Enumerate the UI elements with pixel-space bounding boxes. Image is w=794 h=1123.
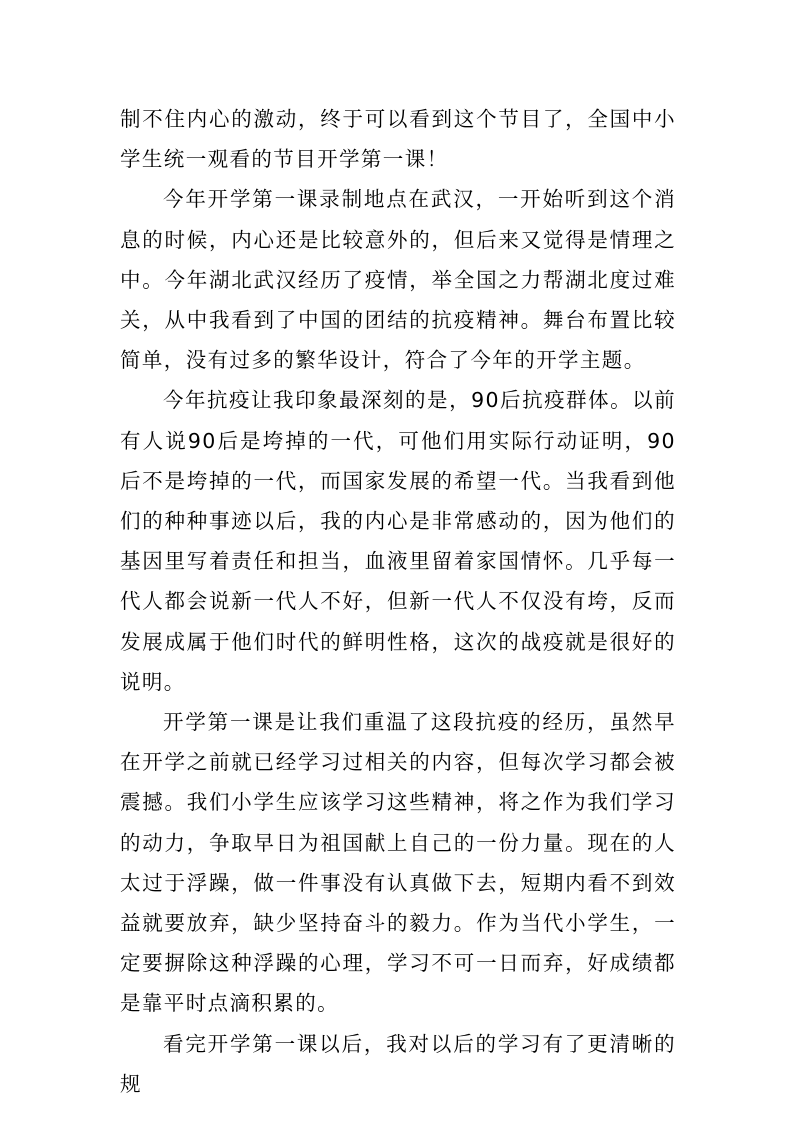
paragraph-continuation: 制不住内心的激动，终于可以看到这个节目了，全国中小学生统一观看的节目开学第一课！ bbox=[120, 107, 676, 172]
paragraph-lessons-learned: 开学第一课是让我们重温了这段抗疫的经历，虽然早在开学之前就已经学习过相关的内容，但每次学习都会被震撼。我们小学生应该学习这些精神，将之作为我们学习的动力，争取早日为祖国献上自己的一份力量。现在的人太过于浮躁，做一件事没有认真做下去，短期内看不到效益就要放弃，缺少坚持奋斗的毅力。作为当代小学生，一定要摒除这种浮躁的心理，学习不可一日而弃，好成绩都是靠平时点滴积累的。 bbox=[120, 710, 676, 1016]
paragraph-recording-location: 今年开学第一课录制地点在武汉，一开始听到这个消息的时候，内心还是比较意外的，但后来又觉得是情理之中。今年湖北武汉经历了疫情，举全国之力帮湖北度过难关，从中我看到了中国的团结的抗疫精神。舞台布置比较简单，没有过多的繁华设计，符合了今年的开学主题。 bbox=[120, 187, 676, 373]
essay-body bbox=[120, 99, 676, 1104]
paragraph-after-watching: 看完开学第一课以后，我对以后的学习有了更清晰的规 bbox=[120, 1031, 676, 1096]
paragraph-post-90s-group: 今年抗疫让我印象最深刻的是，90后抗疫群体。以前有人说90后是垮掉的一代，可他们用实际行动证明，90后不是垮掉的一代，而国家发展的希望一代。当我看到他们的种种事迹以后，我的内心是非常感动的，因为他们的基因里写着责任和担当，血液里留着家国情怀。几乎每一代人都会说新一代人不好，但新一代人不仅没有垮，反而发展成属于他们时代的鲜明性格，这次的战疫就是很好的说明。 bbox=[120, 388, 676, 694]
